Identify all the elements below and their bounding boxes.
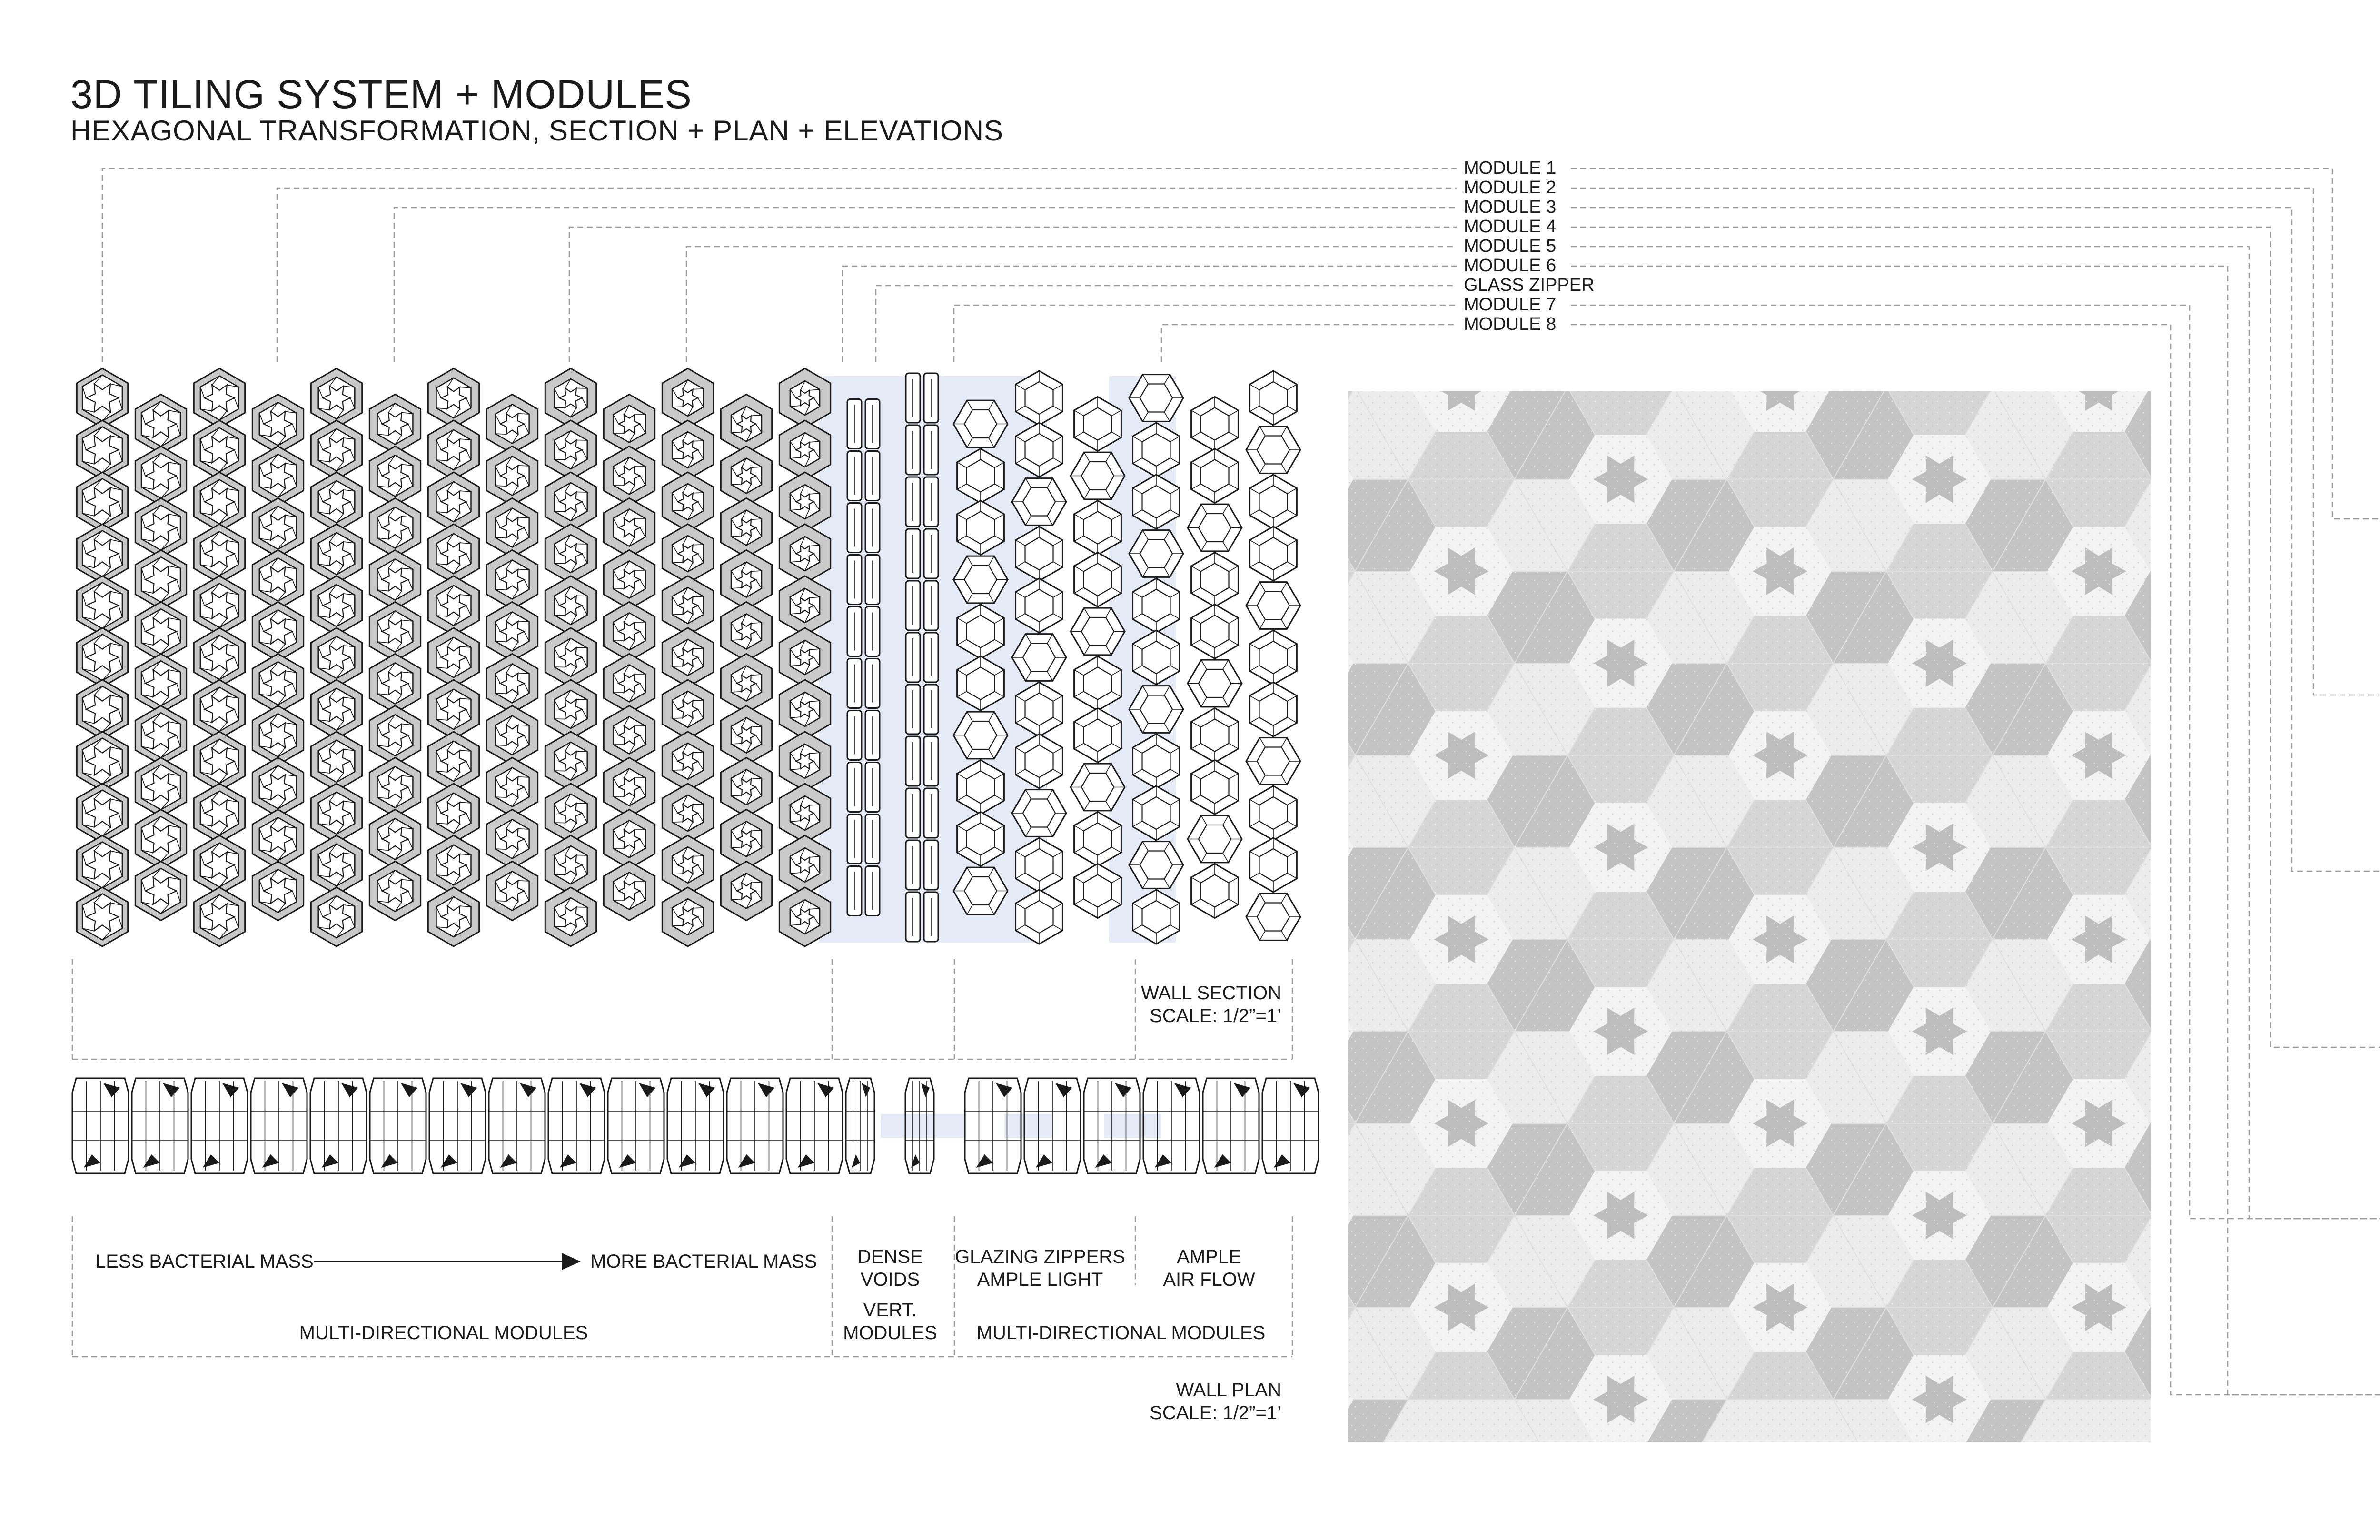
hex-module-facet (495, 693, 506, 694)
plan-facet (1461, 295, 1567, 387)
hex-module-facet (518, 569, 529, 570)
hex-module-facet (693, 596, 704, 597)
hex-module-facet (693, 804, 704, 805)
section-cut-mark (1115, 1083, 1131, 1097)
wall-plan-scale: SCALE: 1/2”=1’ (1150, 1402, 1281, 1423)
leader-left-line (686, 247, 1457, 362)
section-cut-mark (341, 1083, 358, 1097)
wall-section-label: WALL SECTION (1141, 983, 1281, 1003)
plan-facet (1355, 295, 1461, 387)
wall-section-drawing (72, 1078, 1319, 1173)
legend-glass-zipper: GLASS ZIPPER (1464, 275, 1595, 295)
hex-module-facet (693, 700, 704, 701)
wall-elevation-drawing (77, 368, 1300, 946)
legend-module-1: MODULE 1 (1464, 158, 1557, 178)
section-cut-mark (1055, 1083, 1072, 1097)
hex-module-facet (518, 517, 529, 518)
plan-star-void (1275, 1192, 1329, 1239)
plan-star-void (1275, 1008, 1329, 1055)
hex-module-facet (672, 925, 683, 926)
section-cut-mark (639, 1083, 655, 1097)
legend-module-8: MODULE 8 (1464, 314, 1557, 334)
section-cut-mark (698, 1083, 715, 1097)
hex-module-facet (672, 562, 683, 563)
leader-left-line (1161, 325, 1457, 362)
section-cut-mark (1174, 1083, 1191, 1097)
wall-section-scale: SCALE: 1/2”=1’ (1150, 1005, 1281, 1026)
hex-module-facet (554, 563, 565, 564)
plan-facet (1249, 1032, 1355, 1123)
legend-module-6: MODULE 6 (1464, 256, 1557, 276)
section-cut-mark (758, 1083, 774, 1097)
legend-module-4: MODULE 4 (1464, 217, 1557, 237)
section-cut-mark (460, 1083, 477, 1097)
legend-module-7: MODULE 7 (1464, 295, 1557, 315)
hex-module-facet (554, 615, 565, 616)
vert-modules-label: MODULES (843, 1322, 937, 1343)
hex-module-facet (672, 458, 683, 459)
hex-module-facet (576, 751, 587, 752)
more-bacterial-mass-label: MORE BACTERIAL MASS (590, 1251, 817, 1272)
hex-module-facet (554, 926, 565, 927)
section-glass (881, 1114, 966, 1138)
hex-module-facet (554, 459, 565, 460)
section-cut-mark (520, 1083, 536, 1097)
dense-label: DENSE (857, 1246, 923, 1267)
section-cut-mark (996, 1083, 1012, 1097)
section-cut-mark (862, 1083, 870, 1097)
plan-facet (1196, 1032, 1302, 1123)
hex-module-facet (672, 510, 683, 511)
section-cut-mark (282, 1083, 298, 1097)
section-glass (1104, 1114, 1161, 1138)
plan-facet (1780, 295, 1886, 387)
legend-module-3: MODULE 3 (1464, 197, 1557, 217)
hex-module-facet (554, 407, 565, 408)
less-bacterial-mass-label: LESS BACTERIAL MASS (95, 1251, 314, 1272)
wall-plan-label: WALL PLAN (1176, 1380, 1281, 1401)
wall-plan-render (1196, 295, 2205, 1491)
section-cut-mark (103, 1083, 120, 1097)
leader-left-line (569, 227, 1457, 362)
leader-left-line (102, 169, 1457, 362)
bacterial-mass-arrow (314, 1253, 581, 1270)
voids-label: VOIDS (860, 1269, 920, 1290)
page-title: 3D TILING SYSTEM + MODULES (70, 72, 692, 117)
leader-left-line (277, 188, 1457, 362)
section-cut-mark (163, 1083, 179, 1097)
plan-facet (1993, 295, 2099, 387)
leader-left-line (843, 266, 1457, 362)
section-cut-mark (1293, 1083, 1310, 1097)
vert-label: VERT. (863, 1300, 917, 1321)
legend-module-5: MODULE 5 (1464, 236, 1557, 256)
leader-left-line (876, 286, 1457, 362)
hex-module-facet (672, 614, 683, 615)
plan-star-void (1275, 1376, 1329, 1423)
plan-facet (1196, 1123, 1302, 1215)
hex-module-facet (554, 874, 565, 875)
plan-facet (1674, 295, 1780, 387)
hex-module-facet (518, 621, 529, 622)
ample-light-label: AMPLE LIGHT (977, 1269, 1103, 1290)
legend-module-2: MODULE 2 (1464, 178, 1557, 198)
leader-left-line (394, 208, 1457, 362)
ample-label: AMPLE (1177, 1246, 1241, 1267)
air-flow-label: AIR FLOW (1163, 1269, 1255, 1290)
plan-facet (1408, 295, 1514, 387)
hex-module-facet (495, 537, 506, 538)
section-cut-mark (817, 1083, 834, 1097)
section-cut-mark (401, 1083, 417, 1097)
hex-module-facet (693, 648, 704, 649)
hex-module-facet (576, 803, 587, 804)
hex-module-facet (576, 647, 587, 648)
section-cut-mark (579, 1083, 596, 1097)
page-subtitle: HEXAGONAL TRANSFORMATION, SECTION + PLAN + ELEVATIONS (70, 115, 1004, 147)
glazing-zippers-label: GLAZING ZIPPERS (955, 1246, 1125, 1267)
plan-texture (1348, 391, 2151, 1442)
plan-facet (1727, 295, 1833, 387)
section-glass (1004, 1114, 1052, 1138)
hex-module-facet (576, 699, 587, 700)
section-cut-mark (222, 1083, 239, 1097)
section-cut-mark (1234, 1083, 1250, 1097)
leader-left-line (954, 305, 1457, 362)
hex-module-facet (495, 589, 506, 590)
multi-directional-modules-left-label: MULTI-DIRECTIONAL MODULES (299, 1322, 588, 1343)
plan-facet (2046, 295, 2152, 387)
section-cut-mark (921, 1083, 930, 1097)
hex-module-facet (495, 641, 506, 642)
hex-module-facet (693, 752, 704, 753)
hex-module-facet (518, 673, 529, 674)
hex-module-facet (554, 511, 565, 512)
multi-directional-modules-right-label: MULTI-DIRECTIONAL MODULES (976, 1322, 1266, 1343)
